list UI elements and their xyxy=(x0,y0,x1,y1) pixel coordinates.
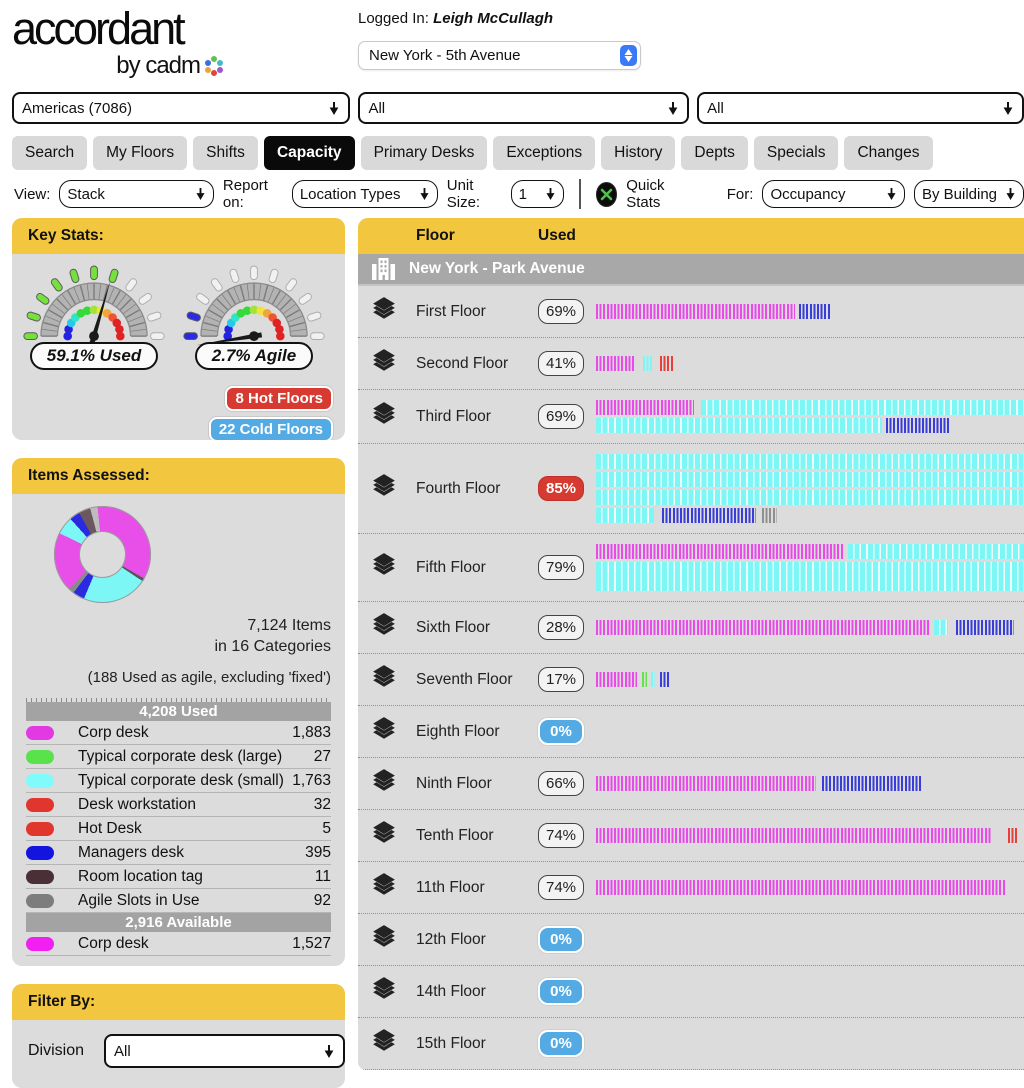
floor-name: Eighth Floor xyxy=(416,722,500,740)
legend-value: 27 xyxy=(313,747,331,765)
legend-row xyxy=(26,841,331,865)
floor-row-eighth-floor[interactable] xyxy=(358,706,1024,758)
floor-layers-icon xyxy=(370,872,416,903)
legend-value: 92 xyxy=(313,891,331,909)
legend-swatch xyxy=(26,894,54,908)
legend-row xyxy=(26,769,331,793)
bar-segment xyxy=(848,544,1024,559)
filter-select-3[interactable] xyxy=(697,92,1024,124)
logo-brand-text: accordant xyxy=(12,3,183,54)
floor-name: 14th Floor xyxy=(416,982,486,1000)
view-label: View: xyxy=(14,185,51,203)
floor-name: Second Floor xyxy=(416,354,509,372)
unit-size-value: 1 xyxy=(518,185,527,203)
occupancy-bars xyxy=(596,304,1024,319)
occupancy-bars xyxy=(596,828,1024,843)
view-value: Stack xyxy=(67,185,105,203)
floor-layers-icon xyxy=(370,401,416,432)
used-percent-badge: 0% xyxy=(538,1030,584,1057)
division-label: Division xyxy=(28,1042,85,1059)
legend-swatch xyxy=(26,822,54,836)
legend-label: Typical corporate desk (large) xyxy=(78,747,283,765)
used-percent-badge: 79% xyxy=(538,555,584,580)
gauge-label: 2.7% Agile xyxy=(195,342,313,370)
bar-segment xyxy=(642,672,647,687)
dropdown-arrow-icon xyxy=(545,188,556,200)
bar-segment xyxy=(701,400,1024,415)
floor-row-third-floor[interactable] xyxy=(358,390,1024,444)
floor-layers-icon xyxy=(370,612,416,643)
legend-value: 5 xyxy=(322,819,331,837)
tab-changes[interactable]: Changes xyxy=(844,136,932,170)
gauge-agile xyxy=(174,260,334,370)
used-percent-badge: 74% xyxy=(538,823,584,848)
legend-label: Corp desk xyxy=(78,723,149,741)
legend-swatch xyxy=(26,870,54,884)
legend-swatch xyxy=(26,798,54,812)
used-percent-badge: 0% xyxy=(538,978,584,1005)
unit-size-select[interactable] xyxy=(511,180,565,208)
used-percent-badge: 41% xyxy=(538,351,584,376)
available-section-header: 2,916 Available xyxy=(26,913,331,932)
dropdown-arrow-icon xyxy=(1002,102,1014,115)
filter3-value: All xyxy=(707,99,724,117)
key-stats-card xyxy=(12,218,345,440)
occupancy-bars xyxy=(596,776,1024,791)
floor-row-first-floor[interactable] xyxy=(358,286,1024,338)
floor-name: Tenth Floor xyxy=(416,826,494,844)
tab-capacity[interactable]: Capacity xyxy=(264,136,355,170)
report-on-select[interactable] xyxy=(292,180,438,208)
bar-segment xyxy=(596,418,882,433)
floor-row-seventh-floor[interactable] xyxy=(358,654,1024,706)
tab-primary-desks[interactable]: Primary Desks xyxy=(361,136,488,170)
floor-name: Fifth Floor xyxy=(416,558,486,576)
bar-segment xyxy=(596,562,1024,591)
filter-select-row xyxy=(12,92,1024,124)
app-header xyxy=(0,0,1024,88)
by-building-value: By Building xyxy=(921,185,998,203)
col-floor-header: Floor xyxy=(416,227,455,244)
floor-row-fifth-floor[interactable] xyxy=(358,534,1024,602)
bar-segment xyxy=(596,776,816,791)
by-building-select[interactable] xyxy=(914,180,1024,208)
floor-row-14th-floor[interactable] xyxy=(358,966,1024,1018)
tab-shifts[interactable]: Shifts xyxy=(193,136,258,170)
bar-segment xyxy=(799,304,830,319)
logged-in-line xyxy=(358,10,641,27)
floor-name: 12th Floor xyxy=(416,930,486,948)
used-percent-badge: 17% xyxy=(538,667,584,692)
bar-segment xyxy=(596,828,991,843)
occupancy-bars xyxy=(596,620,1024,635)
bar-segment xyxy=(596,672,637,687)
items-donut-chart xyxy=(54,506,151,603)
bar-segment xyxy=(596,490,1024,505)
gauges-row xyxy=(12,254,345,370)
dropdown-arrow-icon xyxy=(886,188,897,200)
dropdown-arrow-icon xyxy=(328,102,340,115)
legend-label: Agile Slots in Use xyxy=(78,891,200,909)
used-percent-badge: 69% xyxy=(538,299,584,324)
bar-segment xyxy=(596,454,1024,469)
floor-row-11th-floor[interactable] xyxy=(358,862,1024,914)
building-name: New York - Park Avenue xyxy=(409,260,585,277)
building-group-row[interactable] xyxy=(358,254,1024,286)
legend-value: 1,763 xyxy=(292,771,331,789)
sidebar xyxy=(12,218,345,1060)
floor-row-ninth-floor[interactable] xyxy=(358,758,1024,810)
legend-label: Managers desk xyxy=(78,843,184,861)
logged-in-label: Logged In: xyxy=(358,10,429,27)
bar-segment xyxy=(934,620,948,635)
filter2-value: All xyxy=(368,99,386,117)
occupancy-bars xyxy=(596,544,1024,591)
region-value: Americas (7086) xyxy=(22,99,133,117)
tab-specials[interactable]: Specials xyxy=(754,136,839,170)
tab-exceptions[interactable]: Exceptions xyxy=(493,136,595,170)
bar-segment xyxy=(956,620,1014,635)
bar-segment xyxy=(643,356,654,371)
used-percent-badge: 0% xyxy=(538,718,584,745)
report-on-label: Report on: xyxy=(222,177,268,211)
dropdown-arrow-icon xyxy=(323,1045,335,1058)
floor-row-12th-floor[interactable] xyxy=(358,914,1024,966)
floor-layers-icon xyxy=(370,348,416,379)
view-select[interactable] xyxy=(59,180,214,208)
legend-swatch xyxy=(26,774,54,788)
bar-segment xyxy=(662,508,756,523)
accordant-logo xyxy=(12,3,242,80)
legend-swatch xyxy=(26,937,54,951)
legend-row xyxy=(26,721,331,745)
gauge-label: 59.1% Used xyxy=(30,342,159,370)
legend-row xyxy=(26,817,331,841)
occupancy-bars xyxy=(596,880,1024,895)
used-percent-badge: 69% xyxy=(538,404,584,429)
for-select[interactable] xyxy=(762,180,905,208)
used-percent-badge: 66% xyxy=(538,771,584,796)
legend-label: Desk workstation xyxy=(78,795,197,813)
tab-my-floors[interactable]: My Floors xyxy=(93,136,187,170)
legend-swatch xyxy=(26,846,54,860)
items-assessed-card xyxy=(12,458,345,966)
quick-stats-x-icon[interactable] xyxy=(596,182,618,207)
gauge-used xyxy=(14,260,174,370)
floor-name: Fourth Floor xyxy=(416,479,501,497)
bar-segment xyxy=(660,356,673,371)
view-controls-row xyxy=(14,177,1024,211)
legend-row xyxy=(26,865,331,889)
floor-name: Third Floor xyxy=(416,407,491,425)
building-location-select[interactable] xyxy=(358,41,641,70)
bar-segment xyxy=(822,776,922,791)
legend-value: 11 xyxy=(314,867,331,885)
controls-divider xyxy=(579,179,580,209)
floor-layers-icon xyxy=(370,820,416,851)
floor-capacity-panel xyxy=(358,218,1024,1052)
floor-layers-icon xyxy=(370,716,416,747)
bar-segment xyxy=(651,672,655,687)
available-legend xyxy=(26,932,331,956)
dropdown-arrow-icon xyxy=(1005,188,1016,200)
floor-layers-icon xyxy=(370,976,416,1007)
used-percent-badge: 74% xyxy=(538,875,584,900)
quick-stats-label: Quick Stats xyxy=(626,177,665,211)
legend-value: 1,527 xyxy=(292,934,331,952)
occupancy-bars xyxy=(596,400,1024,433)
bar-segment xyxy=(762,508,777,523)
occupancy-bars xyxy=(596,356,1024,371)
legend-label: Typical corporate desk (small) xyxy=(78,771,284,789)
floor-name: 11th Floor xyxy=(416,878,485,896)
for-value: Occupancy xyxy=(770,185,846,203)
bar-segment xyxy=(596,356,635,371)
bar-segment xyxy=(596,880,1006,895)
unit-size-label: Unit Size: xyxy=(446,177,481,211)
floor-name: Seventh Floor xyxy=(416,670,513,688)
hot-floors-badge: 8 Hot Floors xyxy=(225,386,333,411)
floor-row-fourth-floor[interactable] xyxy=(358,444,1024,534)
building-location-value: New York - 5th Avenue xyxy=(369,47,521,64)
occupancy-bars xyxy=(596,454,1024,523)
legend-swatch xyxy=(26,726,54,740)
dropdown-arrow-icon xyxy=(419,188,430,200)
occupancy-bars xyxy=(596,672,1024,687)
used-legend xyxy=(26,721,331,913)
tab-history[interactable]: History xyxy=(601,136,675,170)
filter-by-card xyxy=(12,984,345,1088)
dropdown-arrow-icon xyxy=(667,102,679,115)
division-value: All xyxy=(114,1042,131,1060)
select-stepper-icon xyxy=(620,45,637,66)
agile-note: (188 Used as agile, excluding 'fixed') xyxy=(87,669,331,686)
legend-row xyxy=(26,889,331,913)
floor-row-15th-floor[interactable] xyxy=(358,1018,1024,1070)
legend-swatch xyxy=(26,750,54,764)
floor-layers-icon xyxy=(370,1028,416,1059)
legend-value: 395 xyxy=(305,843,331,861)
floor-layers-icon xyxy=(370,552,416,583)
bar-segment xyxy=(596,544,844,559)
report-on-value: Location Types xyxy=(299,185,401,203)
legend-label: Hot Desk xyxy=(78,819,142,837)
logged-in-user: Leigh McCullagh xyxy=(433,10,554,27)
bar-segment xyxy=(596,620,929,635)
bar-segment xyxy=(596,400,694,415)
items-summary: 7,124 Items in 16 Categories xyxy=(214,617,331,655)
tab-depts[interactable]: Depts xyxy=(681,136,748,170)
floor-layers-icon xyxy=(370,296,416,327)
floor-row-sixth-floor[interactable] xyxy=(358,602,1024,654)
col-used-header: Used xyxy=(538,227,576,244)
floor-layers-icon xyxy=(370,924,416,955)
used-section-header: 4,208 Used xyxy=(26,702,331,721)
items-assessed-title: Items Assessed: xyxy=(12,458,345,494)
floor-name: Sixth Floor xyxy=(416,618,491,636)
bar-segment xyxy=(596,508,654,523)
bar-segment xyxy=(596,304,795,319)
legend-value: 32 xyxy=(313,795,331,813)
filter-by-title: Filter By: xyxy=(12,984,345,1020)
bar-segment xyxy=(596,472,1024,487)
region-select[interactable] xyxy=(12,92,350,124)
floor-layers-icon xyxy=(370,768,416,799)
used-percent-badge: 85% xyxy=(538,476,584,501)
floor-name: Ninth Floor xyxy=(416,774,492,792)
filter-select-2[interactable] xyxy=(358,92,689,124)
legend-row xyxy=(26,932,331,956)
used-percent-badge: 0% xyxy=(538,926,584,953)
legend-value: 1,883 xyxy=(292,723,331,741)
floor-row-second-floor[interactable] xyxy=(358,338,1024,390)
floor-rows xyxy=(358,286,1024,1070)
floor-name: 15th Floor xyxy=(416,1034,486,1052)
building-icon xyxy=(372,258,395,280)
legend-row xyxy=(26,793,331,817)
for-label: For: xyxy=(726,185,754,203)
cadm-dots-icon xyxy=(204,56,224,76)
used-percent-badge: 28% xyxy=(538,615,584,640)
floor-name: First Floor xyxy=(416,302,486,320)
bar-segment xyxy=(1008,828,1019,843)
tab-search[interactable]: Search xyxy=(12,136,87,170)
dropdown-arrow-icon xyxy=(195,188,206,200)
division-select[interactable] xyxy=(104,1034,345,1068)
floor-row-tenth-floor[interactable] xyxy=(358,810,1024,862)
legend-row xyxy=(26,745,331,769)
floor-table-header xyxy=(358,218,1024,254)
floor-layers-icon xyxy=(370,664,416,695)
logo-byline-text: by cadm xyxy=(116,52,200,79)
floor-layers-icon xyxy=(370,473,416,504)
key-stats-title: Key Stats: xyxy=(12,218,345,254)
legend-label: Corp desk xyxy=(78,934,149,952)
bar-segment xyxy=(660,672,671,687)
bar-segment xyxy=(886,418,950,433)
cold-floors-badge: 22 Cold Floors xyxy=(209,417,333,440)
main-tab-bar xyxy=(12,136,1024,170)
legend-label: Room location tag xyxy=(78,867,203,885)
